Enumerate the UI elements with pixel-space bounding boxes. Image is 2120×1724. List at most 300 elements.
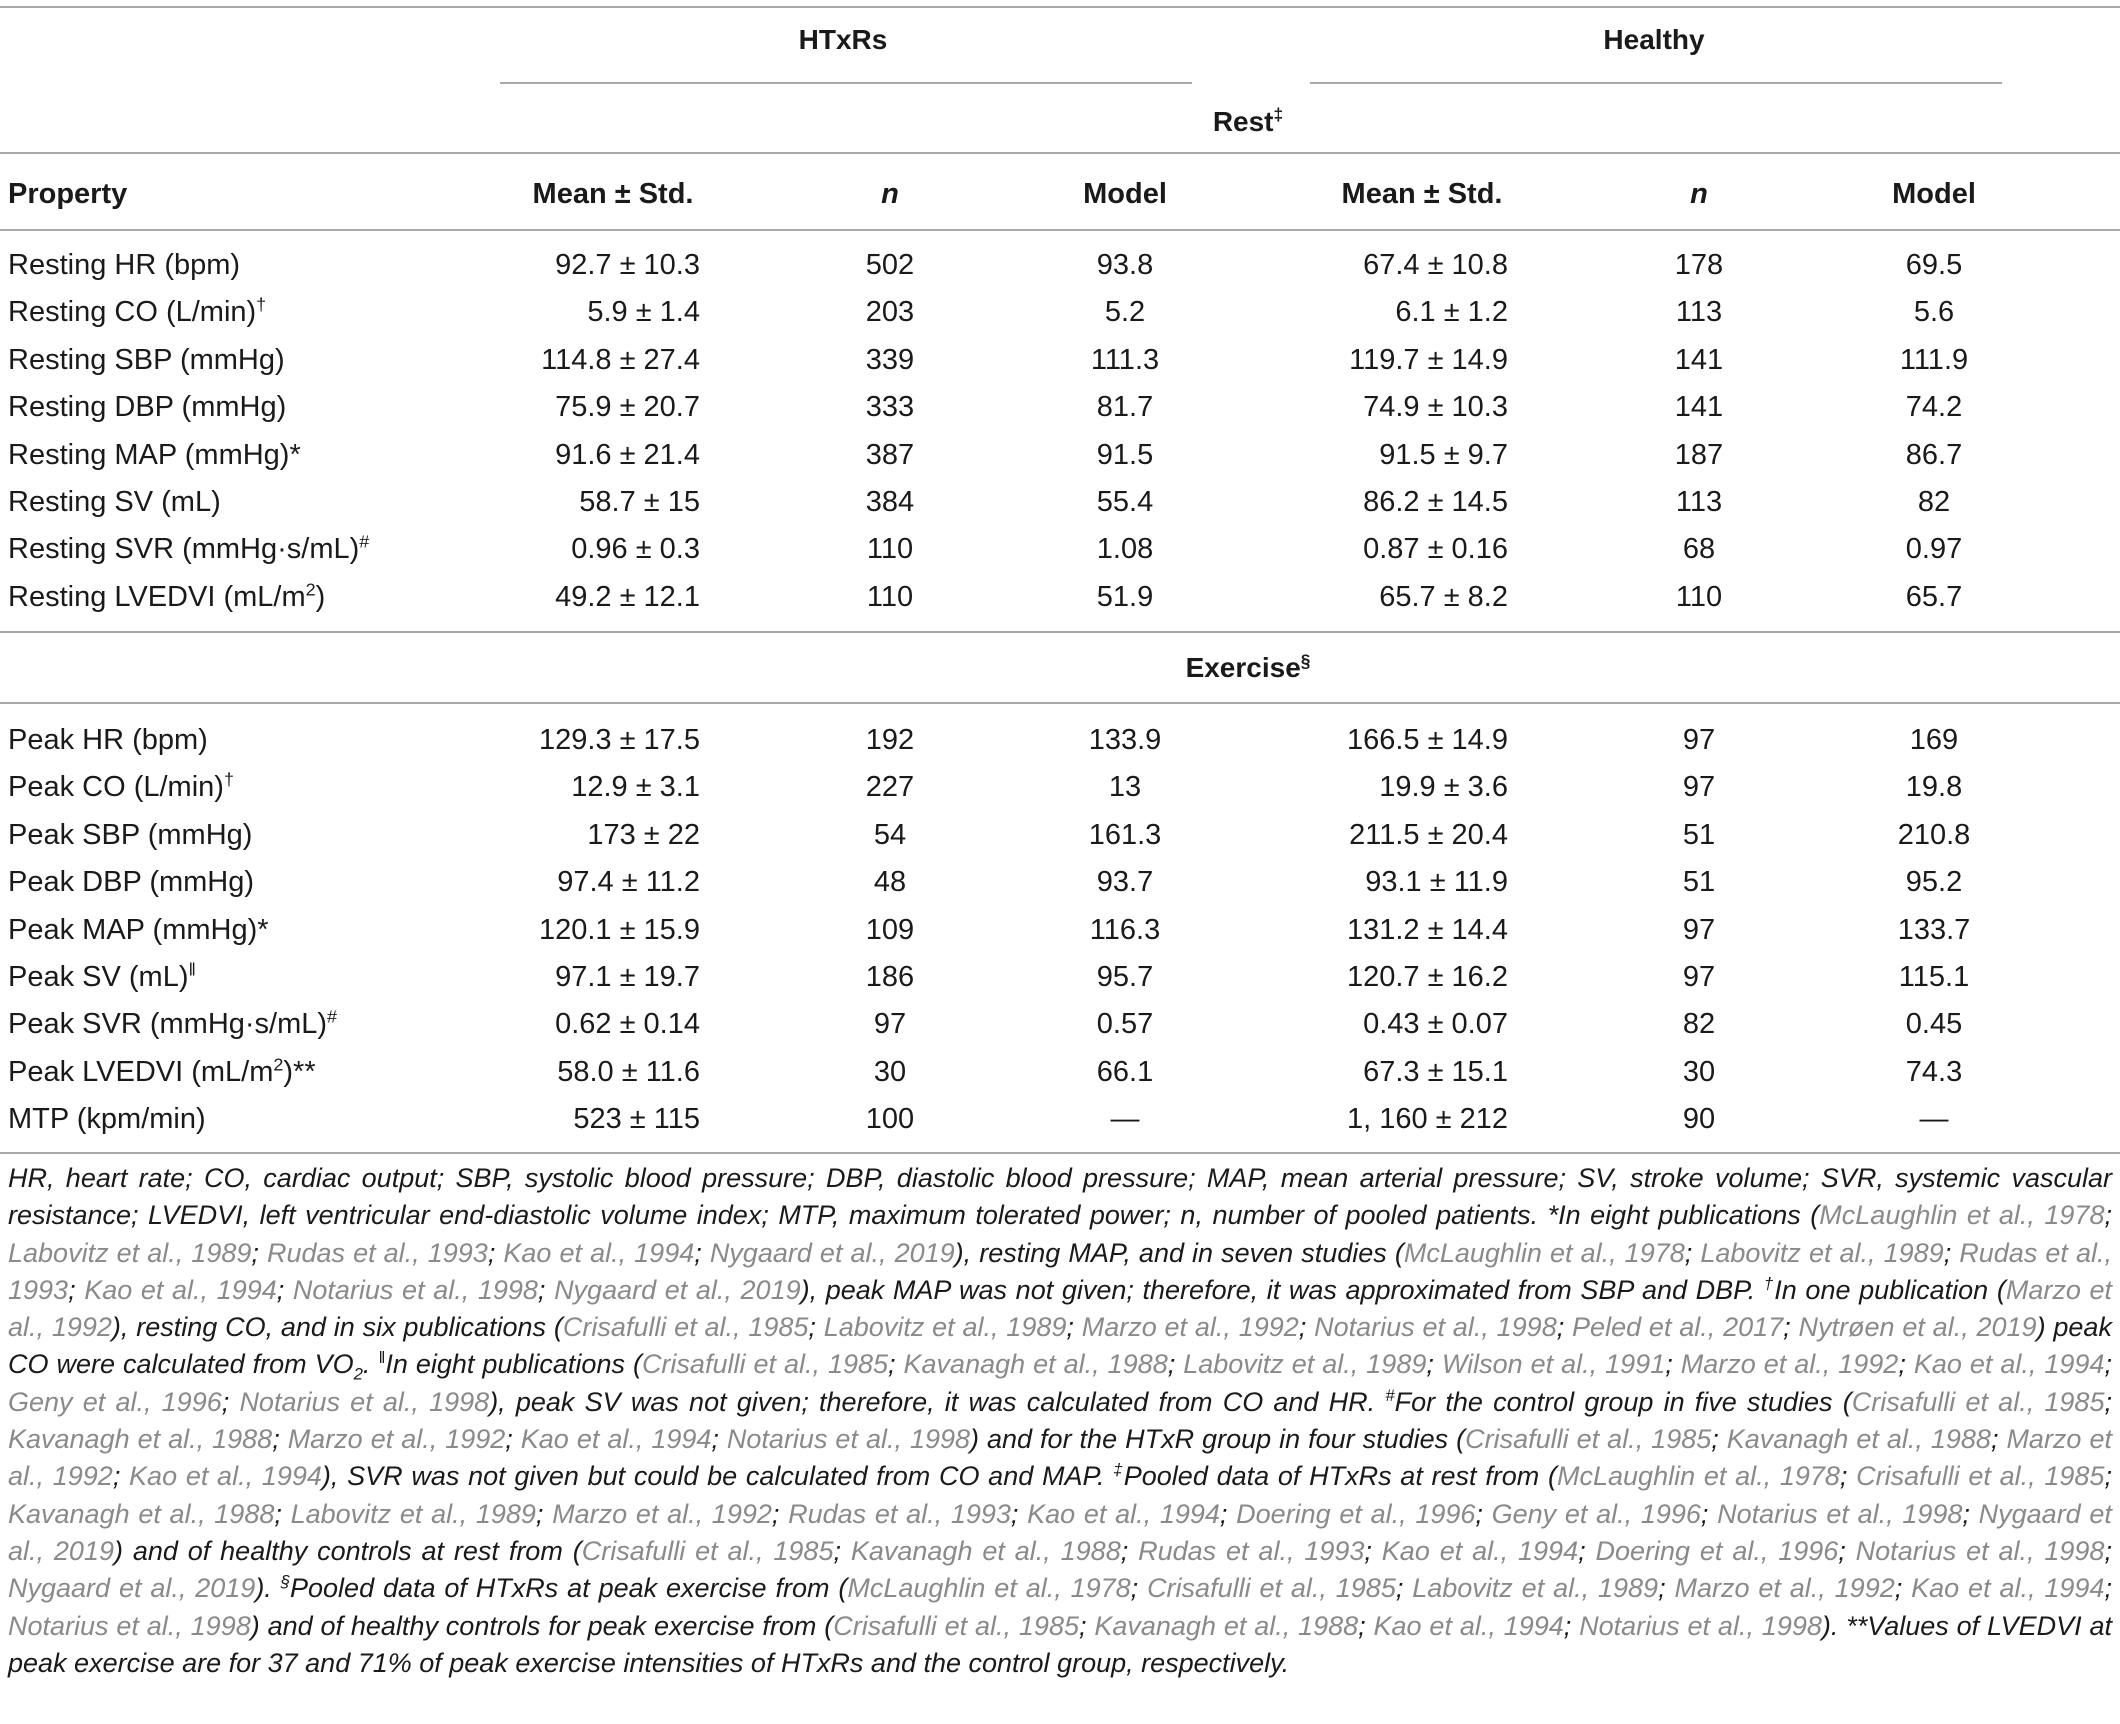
citation-link[interactable]: Kao et al., 1994 [129,1461,322,1492]
cell-healthy-model-value: 74.3 [1905,1055,1963,1088]
citation-link[interactable]: Notarius et al., 1998 [292,1274,538,1305]
citation-link[interactable]: Kavanagh et al., 1988 [850,1535,1121,1566]
cell-healthy-mean: 67.4 ± 10.8 [1363,249,1508,281]
cell-htxrs-model-value: 95.7 [1096,961,1154,993]
footnote-text: ; [833,1535,851,1566]
cell-healthy-model-value: 19.8 [1905,771,1963,804]
footnote-text: ; [1894,1573,1912,1604]
cell-healthy-model-value: 74.2 [1905,391,1963,424]
footnote-text: ; [276,1274,293,1305]
section-title-rest-label: Rest [1212,106,1274,137]
cell-htxrs-n-value: 502 [865,249,915,281]
cell-healthy-n-value: 178 [1674,249,1724,281]
cell-healthy-mean: 6.1 ± 1.2 [1395,296,1508,329]
cell-htxrs-n-value: 100 [865,1103,915,1136]
citation-link[interactable]: Crisafulli et al., 1985 [581,1535,834,1566]
property-label: Resting MAP (mmHg)* [8,438,301,471]
footnote-text: Pooled data of HTxRs at peak exercise from ( [290,1573,848,1604]
citation-link[interactable]: McLaughlin et al., 1978 [1819,1200,2105,1231]
citation-link[interactable]: Geny et al., 1996 [8,1386,222,1417]
citation-link[interactable]: Kao et al., 1994 [503,1237,695,1268]
table-row [0,383,2120,431]
cell-healthy-n-value: 187 [1674,438,1724,471]
citation-link[interactable]: Crisafulli et al., 1985 [641,1349,889,1380]
cell-healthy-mean: 131.2 ± 14.4 [1346,913,1508,946]
group-rule-healthy [1310,82,2002,84]
section-title-rest [1213,104,1283,140]
table-row [0,1095,2120,1143]
footnote-text: ). [255,1573,281,1604]
property-mark: # [359,531,370,552]
cell-healthy-mean: 0.43 ± 0.07 [1363,1008,1508,1041]
cell-property [8,858,254,906]
cell-htxrs-mean: 58.0 ± 11.6 [557,1055,700,1088]
citation-link[interactable]: Notarius et al., 1998 [1579,1610,1822,1641]
cell-healthy-mean: 119.7 ± 14.9 [1349,343,1508,376]
cell-htxrs-model-value: 55.4 [1096,486,1154,518]
citation-link[interactable]: Nygaard et al., 2019 [554,1274,801,1305]
citation-link[interactable]: Notarius et al., 1998 [1855,1535,2105,1566]
cell-htxrs-n-value: 192 [865,724,915,756]
cell-healthy-mean: 166.5 ± 14.9 [1346,724,1508,756]
table-row [0,763,2120,811]
cell-htxrs-model-value: 0.57 [1096,1008,1154,1041]
cell-htxrs-model-value: 81.7 [1096,391,1154,424]
footnote-text: ; [1358,1610,1374,1641]
cell-healthy-n-value: 90 [1682,1103,1716,1136]
cell-healthy-n-value: 97 [1682,913,1716,946]
property-label: Peak HR (bpm) [8,724,208,756]
citation-link[interactable]: Marzo et al., 1992 [8,1274,2112,1343]
citation-link[interactable]: Kao et al., 1994 [84,1274,277,1305]
footnote-text: ; [1130,1573,1148,1604]
property-mark: # [327,1006,338,1027]
footnote-mark: ‡ [1113,1460,1124,1480]
citation-link[interactable]: Kavanagh et al., 1988 [1726,1424,1991,1455]
citation-link[interactable]: Rudas et al., 1993 [1138,1535,1365,1566]
citation-link[interactable]: Notarius et al., 1998 [1314,1312,1557,1343]
cell-healthy-n-value: 51 [1682,818,1716,851]
footnote-text: ; [1364,1535,1382,1566]
cell-property [8,811,252,859]
cell-healthy-mean: 67.3 ± 15.1 [1363,1055,1508,1088]
citation-link[interactable]: Kavanagh et al., 1988 [8,1424,273,1455]
footnote-text: ; [1066,1312,1082,1343]
citation-link[interactable]: Nygaard et al., 2019 [709,1237,955,1268]
footnote-text: ; [2104,1349,2112,1380]
footnote-text: ; [711,1424,727,1455]
citation-link[interactable]: Crisafulli et al., 1985 [1147,1573,1396,1604]
cell-healthy-mean: 86.2 ± 14.5 [1363,486,1508,518]
citation-link[interactable]: Labovitz et al., 1989 [1700,1237,1944,1268]
cell-property [8,1000,337,1048]
footnote-text: ; [1962,1498,1979,1529]
table-row [0,906,2120,954]
col-header-htxrs-n: n [881,178,899,210]
footnote-subscript: 2 [353,1364,363,1384]
footnote-text: In eight publications ( [385,1349,642,1380]
citation-link[interactable]: Nygaard et al., 2019 [8,1573,256,1604]
cell-htxrs-model-value: 93.8 [1096,249,1154,281]
section-title-rest-mark: ‡ [1273,104,1284,125]
table-row [0,953,2120,1001]
footnote-text: ; [2104,1386,2112,1417]
cell-htxrs-mean: 91.6 ± 21.4 [555,438,700,471]
col-header-htxrs-mean: Mean ± Std. [532,178,694,210]
citation-link[interactable]: Rudas et al., 1993 [788,1498,1011,1529]
citation-link[interactable]: Kavanagh et al., 1988 [903,1349,1168,1380]
table-top-rule [0,6,2120,8]
cell-property [8,241,240,289]
footnote-text: ; [1578,1535,1596,1566]
cell-htxrs-model-value: 5.2 [1104,296,1146,329]
citation-link[interactable]: Labovitz et al., 1989 [8,1237,252,1268]
property-label: MTP (kpm/min) [8,1103,206,1136]
citation-link[interactable]: Marzo et al., 1992 [1674,1573,1895,1604]
group-header-htxrs: HTxRs [798,24,888,55]
cell-healthy-mean: 93.1 ± 11.9 [1365,866,1508,899]
footnote-text: ; [1563,1610,1580,1641]
table-row [0,858,2120,906]
citation-link[interactable]: Crisafulli et al., 1985 [1465,1424,1712,1455]
citation-link[interactable]: Doering et al., 1996 [1236,1498,1476,1529]
property-label: Resting DBP (mmHg) [8,391,287,424]
footnote-text: ), peak MAP was not given; therefore, it was approximated from SBP and DBP. [800,1274,1764,1305]
property-label: Peak DBP (mmHg) [8,866,255,899]
section-title-exercise-mark: § [1300,650,1311,671]
citation-link[interactable]: McLaughlin et al., 1978 [847,1573,1131,1604]
footnote-text: For the control group in five studies ( [1394,1386,1852,1417]
citation-link[interactable]: Rudas et al., 1993 [266,1237,488,1268]
citation-link[interactable]: Nygaard et al., 2019 [8,1498,2112,1566]
table-row [0,1048,2120,1096]
exercise-title-rule [0,702,2120,704]
group-header-healthy: Healthy [1603,24,1705,55]
cell-property [8,336,285,384]
footnote-text: ; [1665,1349,1681,1380]
footnote-text: ; [694,1237,710,1268]
cell-htxrs-mean: 12.9 ± 3.1 [571,771,700,804]
col-header-htxrs-model: Model [1083,178,1167,210]
citation-link[interactable]: Marzo et al., 1992 [1081,1312,1299,1343]
cell-htxrs-n-value: 339 [865,343,915,376]
cell-healthy-n-value: 97 [1682,961,1716,993]
footnote-text: . [362,1349,379,1380]
property-label: Peak SBP (mmHg) [8,818,253,851]
cell-htxrs-model-value: 51.9 [1096,580,1154,613]
footnote-text: ; [808,1312,824,1343]
section-divider-rule [0,631,2120,633]
cell-healthy-model-value: 115.1 [1898,961,1970,993]
cell-htxrs-n-value: 203 [865,296,915,329]
citation-link[interactable]: Kao et al., 1994 [1911,1573,2105,1604]
cell-healthy-model-value: 69.5 [1905,249,1963,281]
cell-healthy-mean: 211.5 ± 20.4 [1349,818,1508,851]
cell-healthy-model-value: 169 [1909,724,1959,756]
table-footnote [8,1160,2112,1682]
table-row [0,811,2120,859]
citation-link[interactable]: Marzo et al., 1992 [1680,1349,1899,1380]
citation-link[interactable]: McLaughlin et al., 1978 [1557,1461,1840,1492]
cell-property [8,431,301,479]
cell-healthy-model-value: 0.45 [1905,1008,1963,1041]
cell-htxrs-model-value: 133.9 [1088,724,1162,756]
cell-property [8,288,266,336]
table-row [0,336,2120,384]
cell-htxrs-model-value: 116.3 [1089,913,1161,946]
footnote-text: ; [1120,1535,1139,1566]
cell-htxrs-mean: 129.3 ± 17.5 [538,724,700,756]
citation-link[interactable]: Crisafulli et al., 1985 [562,1312,809,1343]
cell-htxrs-n-value: 227 [865,771,915,804]
footnote-mark: § [280,1572,291,1592]
footnote-text: ; [1298,1312,1315,1343]
footnote-text: In one publication ( [1774,1274,2006,1305]
footnote-text: ; [274,1498,291,1529]
cell-htxrs-mean: 75.9 ± 20.7 [555,391,700,424]
citation-link[interactable]: Kavanagh et al., 1988 [1094,1610,1359,1641]
footnote-mark: # [1385,1385,1395,1405]
cell-property [8,478,221,526]
cell-property [8,573,325,621]
cell-htxrs-mean: 97.1 ± 19.7 [555,961,700,993]
property-sup: 2 [305,579,316,600]
table-row [0,716,2120,764]
citation-link[interactable]: Notarius et al., 1998 [1717,1498,1963,1529]
citation-link[interactable]: Kao et al., 1994 [1373,1610,1564,1641]
footnote-text: ), resting CO, and in six publications ( [111,1312,563,1343]
footnote-text: ; [251,1237,267,1268]
footnote-text: ; [1167,1349,1184,1380]
cell-healthy-model-value: 210.8 [1897,818,1971,851]
footnote-text: ), SVR was not given but could be calculated from CO and MAP. [321,1461,1114,1492]
footnote-text: ; [535,1498,553,1529]
citation-link[interactable]: Labovitz et al., 1989 [1412,1573,1659,1604]
footnote-text: ; [1078,1610,1095,1641]
cell-healthy-n-value: 97 [1682,771,1716,804]
cell-htxrs-n-value: 186 [865,961,915,993]
citation-link[interactable]: Kao et al., 1994 [1027,1498,1220,1529]
cell-htxrs-model-value: 91.5 [1096,438,1154,471]
cell-healthy-n-value: 68 [1682,533,1716,566]
citation-link[interactable]: Crisafulli et al., 1985 [1856,1461,2105,1492]
footnote-text: HR, heart rate; CO, cardiac output; SBP, systolic blood pressure; DBP, diastolic blood pressure; MAP, mean arterial pressure; SV, stroke volume; SVR, systemic vascular resistance; LVEDVI, left ventricular end-diastolic volume index; MTP, maximum tolerated power; n, number of pooled patients. *In eight publications ( [8,1163,2112,1231]
cell-htxrs-mean: 5.9 ± 1.4 [587,296,700,329]
citation-link[interactable]: Marzo et al., 1992 [552,1498,772,1529]
footnote-text: ; [1219,1498,1237,1529]
property-label: Resting LVEDVI (mL/m [8,580,306,613]
footnote-text: ), peak SV was not given; therefore, it was calculated from CO and HR. [489,1386,1386,1417]
footnote-text: ; [272,1424,288,1455]
citation-link[interactable]: Peled et al., 2017 [1572,1312,1784,1343]
cell-healthy-model-value: 65.7 [1905,580,1963,613]
footnote-mark: ‖ [378,1348,386,1368]
property-label: Resting CO (L/min) [8,296,257,329]
table-row [0,431,2120,479]
footnote-text: ; [2104,1461,2112,1492]
footnote-text: ; [1475,1498,1492,1529]
footnote-text: ) and of healthy controls at rest from ( [113,1535,582,1566]
cell-healthy-mean: 65.7 ± 8.2 [1379,580,1508,613]
col-header-property: Property [8,178,128,210]
footnote-text: ; [68,1274,85,1305]
footnote-text: ; [2104,1535,2112,1566]
cell-property [8,906,269,954]
citation-link[interactable]: McLaughlin et al., 1978 [1403,1237,1685,1268]
citation-link[interactable]: Notarius et al., 1998 [8,1610,251,1641]
footnote-text: ; [1395,1573,1413,1604]
footnote-text: ; [487,1237,504,1268]
property-tail: ) [315,580,326,613]
footnote-text: ; [1700,1498,1718,1529]
footnote-text: ). **Values of LVEDVI at peak exercise are for 37 and 71% of peak exercise intensities of HTxRs and the control group, respectively. [8,1610,2112,1678]
cell-htxrs-model-value: 93.7 [1096,866,1154,899]
cell-property [8,716,208,764]
cell-htxrs-model-value: 161.3 [1088,818,1162,851]
cell-htxrs-mean: 523 ± 115 [573,1103,700,1136]
cell-htxrs-n-value: 48 [873,866,907,899]
footnote-text: ; [1658,1573,1675,1604]
cell-htxrs-n-value: 30 [873,1055,907,1088]
table-row [0,478,2120,526]
footnote-text: ; [1426,1349,1442,1380]
cell-healthy-model-value: 0.97 [1905,533,1963,566]
table-bottom-rule [0,1152,2120,1154]
cell-healthy-mean: 0.87 ± 0.16 [1363,533,1508,566]
property-mark: ‖ [188,959,196,980]
property-sup: 2 [273,1054,284,1075]
footnote-text: ; [1839,1461,1857,1492]
cell-healthy-mean: 74.9 ± 10.3 [1363,391,1508,424]
cell-healthy-mean: 19.9 ± 3.6 [1379,771,1508,804]
cell-htxrs-n-value: 333 [865,391,915,424]
cell-healthy-mean: 120.7 ± 16.2 [1346,961,1508,993]
col-header-healthy-n: n [1690,178,1708,210]
footnote-text: ; [1783,1312,1799,1343]
cell-healthy-model-value: 5.6 [1913,296,1955,329]
footnote-text: ; [537,1274,555,1305]
cell-htxrs-mean: 0.96 ± 0.3 [571,533,700,566]
footnote-text: ; [1556,1312,1573,1343]
footnote-text: ; [1684,1237,1701,1268]
cell-property [8,1095,206,1143]
cell-htxrs-mean: 173 ± 22 [587,818,700,851]
citation-link[interactable]: Labovitz et al., 1989 [290,1498,536,1529]
cell-htxrs-n-value: 387 [865,438,915,471]
cell-htxrs-n-value: 54 [873,818,907,851]
citation-link[interactable]: Doering et al., 1996 [1595,1535,1839,1566]
cell-htxrs-mean: 92.7 ± 10.3 [555,249,700,281]
col-header-healthy-model: Model [1892,178,1976,210]
cell-healthy-model-value: 133.7 [1897,913,1971,946]
property-label: Resting HR (bpm) [8,249,241,281]
citation-link[interactable]: Kao et al., 1994 [1913,1349,2105,1380]
footnote-text: ; [221,1386,240,1417]
cell-healthy-mean: 91.5 ± 9.7 [1379,438,1508,471]
citation-link[interactable]: Wilson et al., 1991 [1441,1349,1666,1380]
footnote-text: ; [2104,1573,2112,1604]
cell-htxrs-mean: 97.4 ± 11.2 [557,866,700,899]
footnote-text: ; [1943,1237,1960,1268]
citation-link[interactable]: Notarius et al., 1998 [726,1424,971,1455]
cell-htxrs-n-value: 384 [865,486,915,518]
property-label: Resting SV (mL) [8,486,221,518]
group-rule-htxrs [500,82,1192,84]
cell-property [8,763,234,811]
property-label: Resting SBP (mmHg) [8,343,285,376]
cell-property [8,953,196,1001]
cell-htxrs-model-value: 111.3 [1090,343,1160,376]
property-mark: † [256,294,267,315]
footnote-text: ) peak CO were calculated from VO [8,1312,2112,1380]
footnote-text: ) and of healthy controls for peak exercise from ( [250,1610,834,1641]
citation-link[interactable]: Crisafulli et al., 1985 [1851,1386,2105,1417]
cell-healthy-model-value: 95.2 [1905,866,1963,899]
cell-healthy-model-value: — [1919,1103,1949,1136]
citation-link[interactable]: Geny et al., 1996 [1491,1498,1701,1529]
footnote-text: ; [2104,1200,2112,1231]
citation-link[interactable]: Marzo et al., 1992 [287,1424,506,1455]
cell-healthy-n-value: 141 [1674,343,1724,376]
property-mark: † [223,769,234,790]
citation-link[interactable]: Labovitz et al., 1989 [1183,1349,1427,1380]
citation-link[interactable]: Crisafulli et al., 1985 [833,1610,1079,1641]
section-title-exercise [1186,650,1311,686]
cell-htxrs-n-value: 110 [866,533,914,566]
property-label: Peak SV (mL) [8,961,189,993]
cell-property [8,1048,316,1096]
citation-link[interactable]: Kao et al., 1994 [520,1424,712,1455]
citation-link[interactable]: Labovitz et al., 1989 [823,1312,1067,1343]
cell-htxrs-mean: 114.8 ± 27.4 [541,343,700,376]
property-label: Peak CO (L/min) [8,771,224,804]
cell-htxrs-mean: 120.1 ± 15.9 [538,913,700,946]
cell-htxrs-n-value: 110 [866,580,914,613]
citation-link[interactable]: Kavanagh et al., 1988 [8,1498,275,1529]
citation-link[interactable]: Kao et al., 1994 [1381,1535,1579,1566]
cell-htxrs-model-value: 13 [1108,771,1142,804]
citation-link[interactable]: Rudas et al., 1993 [8,1237,2112,1305]
property-label: Peak LVEDVI (mL/m [8,1055,274,1088]
citation-link[interactable]: Marzo et al., 1992 [8,1424,2112,1492]
cell-htxrs-n-value: 109 [865,913,915,946]
cell-healthy-n-value: 82 [1682,1008,1716,1041]
table-row [0,525,2120,573]
citation-link[interactable]: Nytrøen et al., 2019 [1798,1312,2037,1343]
cell-healthy-n-value: 110 [1675,580,1723,613]
cell-healthy-n-value: 51 [1682,866,1716,899]
property-tail: )** [283,1055,316,1088]
table-row [0,288,2120,336]
cell-healthy-n-value: 141 [1674,391,1724,424]
footnote-text: ; [1711,1424,1727,1455]
cell-htxrs-model-value: 66.1 [1096,1055,1154,1088]
cell-healthy-n-value: 113 [1675,486,1723,518]
cell-htxrs-model-value: — [1110,1103,1140,1136]
footnote-text: ; [1990,1424,2007,1455]
footnote-text: ; [112,1461,130,1492]
table-row [0,573,2120,621]
col-header-healthy-mean: Mean ± Std. [1341,178,1503,210]
cell-healthy-n-value: 97 [1682,724,1716,756]
cell-htxrs-mean: 49.2 ± 12.1 [555,580,700,613]
footnote-text: ; [1838,1535,1856,1566]
cell-htxrs-mean: 0.62 ± 0.14 [555,1008,700,1041]
citation-link[interactable]: Notarius et al., 1998 [239,1386,490,1417]
property-label: Peak MAP (mmHg)* [8,913,269,946]
section-title-exercise-label: Exercise [1185,652,1301,683]
cell-healthy-n-value: 113 [1675,296,1723,329]
